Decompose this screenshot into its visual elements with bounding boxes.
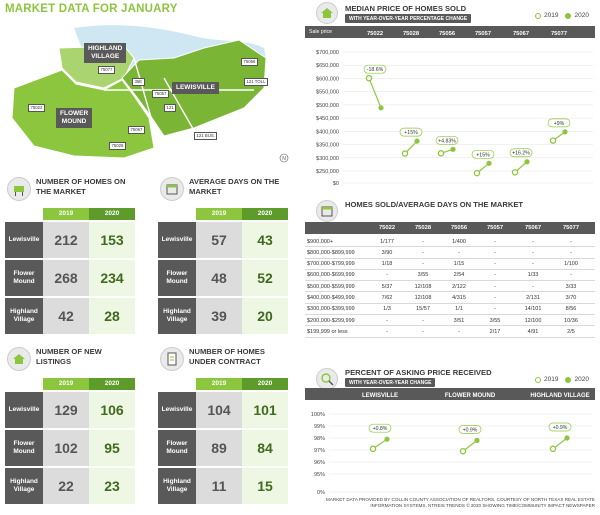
col-header: 75028 [414, 225, 432, 231]
point-2019 [460, 449, 465, 454]
row-label: $200,000-$299,999 [307, 317, 355, 324]
category-label: FLOWER MOUND [444, 393, 496, 399]
calendar-house-icon [160, 177, 184, 201]
point-2019 [550, 138, 555, 143]
col-header: 75056 [450, 225, 468, 231]
table-cell: 12/108 [414, 283, 432, 290]
zip-label-75077: 75077 [98, 66, 115, 74]
row-label: Flower Mound [158, 260, 196, 296]
median-subtitle: WITH YEAR-OVER-YEAR PERCENTAGE CHANGE [345, 14, 471, 23]
change-label: +0.9% [552, 425, 568, 431]
map-label-flower-mound: FLOWER MOUND [56, 108, 92, 128]
table-row [305, 304, 595, 315]
change-label: +16.2% [512, 150, 530, 157]
value-2019: 104 [196, 392, 242, 428]
change-label: +0.8% [372, 426, 388, 433]
table-cell: - [494, 238, 496, 245]
card-title: NUMBER OF HOMES UNDER CONTRACT [189, 347, 265, 366]
row-label: Lewisville [158, 392, 196, 428]
table-cell: - [386, 317, 388, 324]
y-tick-label: $700,000 [316, 50, 339, 56]
value-2019: 268 [43, 260, 89, 296]
table-cell: - [422, 261, 424, 268]
table-row [305, 315, 595, 326]
col-2020-header: 2020 [242, 378, 288, 390]
value-2019: 39 [196, 298, 242, 334]
card-title: NUMBER OF HOMES ON THE MARKET [36, 177, 126, 196]
map-label-highland-village: HIGHLAND VILLAGE [84, 43, 126, 63]
row-label: Lewisville [158, 222, 196, 258]
table-cell: 2/17 [489, 328, 501, 335]
table-cell: - [422, 317, 424, 324]
row-label: Flower Mound [5, 430, 43, 466]
col-header: 75077 [562, 225, 580, 231]
table-cell: - [386, 328, 388, 335]
table-cell: - [494, 261, 496, 268]
category-label: 75022 [366, 31, 384, 37]
table-cell: - [422, 249, 424, 256]
category-label: 75057 [474, 31, 492, 37]
table-row [305, 236, 595, 247]
table-cell: - [532, 249, 534, 256]
y-tick-label: 99% [313, 424, 325, 430]
homes-sold-icon [316, 200, 338, 222]
median-price-chart [305, 26, 595, 186]
value-2020: 28 [89, 298, 135, 334]
zip-label-75057: 75057 [152, 90, 169, 98]
road-label-121: 121 [164, 104, 176, 112]
table-cell: 1/15 [453, 261, 465, 268]
col-2020-header: 2020 [89, 208, 135, 220]
table-cell: 1/1 [455, 306, 463, 313]
table-cell: 3/55 [417, 272, 429, 279]
col-header: 75057 [486, 225, 504, 231]
legend-2020-marker [565, 377, 571, 383]
road-label-121-bus: 121 BUS. [194, 132, 217, 140]
value-2019: 129 [43, 392, 89, 428]
change-label: -18.6% [366, 67, 384, 74]
col-2019-header: 2019 [196, 208, 242, 220]
table-cell: 1/100 [564, 261, 578, 268]
legend-2019-marker [535, 377, 541, 383]
row-label: Flower Mound [5, 260, 43, 296]
table-cell: 1/33 [527, 272, 539, 279]
value-2020: 43 [242, 222, 288, 258]
value-2019: 42 [43, 298, 89, 334]
point-2020 [378, 105, 383, 110]
value-2019: 22 [43, 468, 89, 504]
source-note: MARKET DATA PROVIDED BY COLLIN COUNTY ASSOCIATION OF REALTORS, COURTESY OF NORTH TEXAS REAL ESTATE INFORMATION SYSTEMS, NTREIS TRENDS © 2020 SHOWING TIME/COMMUNITY IMPACT NEWSPAPER [326, 497, 595, 508]
table-cell: - [458, 328, 460, 335]
table-cell: - [494, 295, 496, 301]
table-cell: 3/55 [489, 317, 501, 324]
table-cell: - [494, 306, 496, 313]
card-average-days [158, 175, 288, 338]
col-2020-header: 2020 [89, 378, 135, 390]
row-label: $300,000-$399,999 [307, 306, 355, 313]
col-2019-header: 2019 [43, 378, 89, 390]
col-2019-header: 2019 [43, 208, 89, 220]
percent-title: PERCENT OF ASKING PRICE RECEIVED [345, 368, 492, 377]
table-cell: - [458, 249, 460, 256]
y-tick-label: $650,000 [316, 63, 339, 70]
change-label: +15% [404, 130, 418, 137]
table-row [305, 259, 595, 270]
table-cell: 10/36 [564, 317, 578, 324]
percent-asking-icon [316, 368, 338, 390]
table-cell: 12/108 [414, 295, 432, 301]
row-label: $700,000-$799,999 [307, 261, 355, 268]
y-tick-label: 100% [310, 412, 325, 418]
median-header-label: Sale price [309, 29, 333, 35]
table-cell: 3/90 [381, 249, 393, 256]
table-cell: 1/3 [383, 306, 391, 313]
legend-2020-label: 2020 [574, 12, 589, 19]
y-tick-label: $550,000 [316, 89, 339, 96]
contract-document-icon [160, 347, 184, 371]
y-tick-label: 95% [313, 472, 325, 478]
north-marker: N [282, 156, 286, 162]
table-cell: - [532, 261, 534, 268]
page-title: MARKET DATA FOR JANUARY [5, 3, 178, 15]
category-label: LEWISVILLE [362, 393, 398, 399]
value-2019: 212 [43, 222, 89, 258]
category-label: 75056 [438, 31, 456, 37]
point-2020 [486, 161, 491, 166]
y-tick-label: $300,000 [316, 155, 339, 162]
table-cell: 1/177 [380, 238, 394, 245]
legend-2020-label: 2020 [574, 376, 589, 383]
table-cell: 1/18 [381, 261, 393, 268]
card-homes-on-market [5, 175, 135, 338]
change-label: +4.83% [438, 138, 456, 145]
value-2019: 89 [196, 430, 242, 466]
point-2019 [370, 446, 375, 451]
y-tick-label: 97% [313, 448, 325, 454]
table-cell: - [494, 283, 496, 290]
table-row [305, 293, 595, 304]
row-label: $500,000-$599,999 [307, 283, 355, 290]
point-2020 [564, 435, 569, 440]
table-row [305, 270, 595, 281]
table-cell: 3/33 [565, 283, 577, 290]
homes-sold-header [305, 222, 595, 234]
change-line [369, 78, 381, 108]
card-title: NUMBER OF NEW LISTINGS [36, 347, 102, 366]
table-cell: 12/100 [524, 317, 542, 324]
point-2020 [524, 159, 529, 164]
y-tick-label: 0% [317, 490, 325, 496]
row-label: Highland Village [5, 468, 43, 504]
row-label: $600,000-$699,999 [307, 272, 355, 279]
row-label: Lewisville [5, 222, 43, 258]
value-2020: 101 [242, 392, 288, 428]
table-cell: 2/5 [567, 328, 575, 335]
table-cell: 15/57 [416, 306, 430, 313]
point-2020 [562, 129, 567, 134]
zip-label-75067: 75067 [128, 126, 145, 134]
table-cell: 3/70 [565, 295, 577, 301]
point-2019 [474, 171, 479, 176]
table-cell: - [570, 272, 572, 279]
table-cell: 8/56 [565, 306, 577, 313]
table-cell: - [532, 283, 534, 290]
table-row [305, 247, 595, 258]
value-2019: 102 [43, 430, 89, 466]
row-label: Highland Village [5, 298, 43, 334]
y-tick-label: $450,000 [316, 116, 339, 123]
category-label: 75077 [550, 31, 568, 37]
y-tick-label: $500,000 [316, 102, 339, 109]
table-cell: 4/315 [452, 295, 466, 301]
change-label: +15% [476, 152, 490, 159]
table-cell: - [570, 249, 572, 256]
homes-sold-title: HOMES SOLD/AVERAGE DAYS ON THE MARKET [345, 200, 524, 209]
category-label: HIGHLAND VILLAGE [530, 393, 590, 399]
new-house-icon [7, 347, 31, 371]
map-label-lewisville: LEWISVILLE [172, 82, 219, 94]
point-2019 [366, 76, 371, 81]
value-2020: 106 [89, 392, 135, 428]
road-label-35e: 35E [132, 78, 145, 86]
table-cell: - [570, 238, 572, 245]
row-label: $800,000-$899,999 [307, 249, 355, 256]
value-2020: 153 [89, 222, 135, 258]
row-label: Highland Village [158, 298, 196, 334]
value-2020: 23 [89, 468, 135, 504]
table-cell: 3/51 [453, 317, 465, 324]
value-2020: 52 [242, 260, 288, 296]
percent-asking-chart [305, 388, 595, 498]
change-label: +0.9% [462, 427, 478, 434]
y-tick-label: $350,000 [316, 142, 339, 149]
legend-2019-label: 2019 [544, 12, 559, 19]
point-2019 [402, 151, 407, 156]
table-cell: 7/62 [381, 295, 393, 301]
value-2020: 95 [89, 430, 135, 466]
y-tick-label: $250,000 [316, 169, 339, 175]
y-tick-label: $0 [332, 181, 339, 186]
table-cell: - [422, 238, 424, 245]
table-cell: - [386, 272, 388, 279]
median-legend [535, 12, 589, 19]
value-2020: 84 [242, 430, 288, 466]
table-cell: 14/101 [524, 306, 542, 313]
road-label-121-toll: 121 TOLL [244, 78, 268, 86]
point-2019 [438, 151, 443, 156]
category-label: 75067 [512, 31, 530, 37]
y-tick-label: $600,000 [316, 76, 339, 83]
value-2019: 48 [196, 260, 242, 296]
point-2020 [384, 437, 389, 442]
table-cell: - [494, 272, 496, 279]
table-cell: - [532, 238, 534, 245]
percent-subtitle: WITH YEAR-OVER-YEAR CHANGE [345, 378, 435, 387]
point-2019 [550, 446, 555, 451]
row-label: $199,999 or less [307, 328, 348, 335]
change-label: +9% [553, 120, 565, 127]
point-2020 [450, 147, 455, 152]
point-2019 [512, 170, 517, 175]
table-cell: 1/400 [452, 238, 466, 245]
median-price-icon [316, 2, 338, 24]
card-title: AVERAGE DAYS ON THE MARKET [189, 177, 280, 196]
value-2020: 20 [242, 298, 288, 334]
table-cell: 4/91 [527, 328, 539, 335]
card-new-listings [5, 345, 135, 508]
point-2020 [474, 438, 479, 443]
legend-2019-marker [535, 13, 541, 19]
zip-label-75022: 75022 [28, 104, 45, 112]
value-2019: 11 [196, 468, 242, 504]
table-cell: - [494, 249, 496, 256]
row-label: $400,000-$499,999 [307, 295, 355, 301]
table-cell: 2/54 [453, 272, 465, 279]
median-title: MEDIAN PRICE OF HOMES SOLD [345, 4, 467, 13]
col-2019-header: 2019 [196, 378, 242, 390]
legend-2019-label: 2019 [544, 376, 559, 383]
point-2020 [414, 139, 419, 144]
col-2020-header: 2020 [242, 208, 288, 220]
row-label: Highland Village [158, 468, 196, 504]
zip-label-75028: 75028 [109, 142, 126, 150]
value-2019: 57 [196, 222, 242, 258]
row-label: Lewisville [5, 392, 43, 428]
value-2020: 15 [242, 468, 288, 504]
card-under-contract [158, 345, 288, 508]
map-graphic [4, 18, 290, 168]
table-row [305, 326, 595, 337]
percent-legend [535, 376, 589, 383]
for-sale-sign-icon [7, 177, 31, 201]
col-header: 75022 [378, 225, 396, 231]
col-header: 75067 [524, 225, 542, 231]
table-cell: - [422, 328, 424, 335]
row-label: Flower Mound [158, 430, 196, 466]
legend-2020-marker [565, 13, 571, 19]
area-map [4, 18, 290, 168]
y-tick-label: 98% [313, 436, 325, 442]
y-tick-label: $400,000 [316, 129, 339, 136]
table-cell: 2/131 [526, 295, 540, 301]
y-tick-label: 96% [313, 460, 325, 466]
table-row [305, 281, 595, 292]
table-cell: 2/122 [452, 283, 466, 290]
zip-label-75056: 75056 [241, 58, 258, 66]
table-cell: 5/37 [381, 283, 393, 290]
row-label: $900,000+ [307, 238, 334, 245]
category-label: 75028 [402, 31, 420, 37]
value-2020: 234 [89, 260, 135, 296]
